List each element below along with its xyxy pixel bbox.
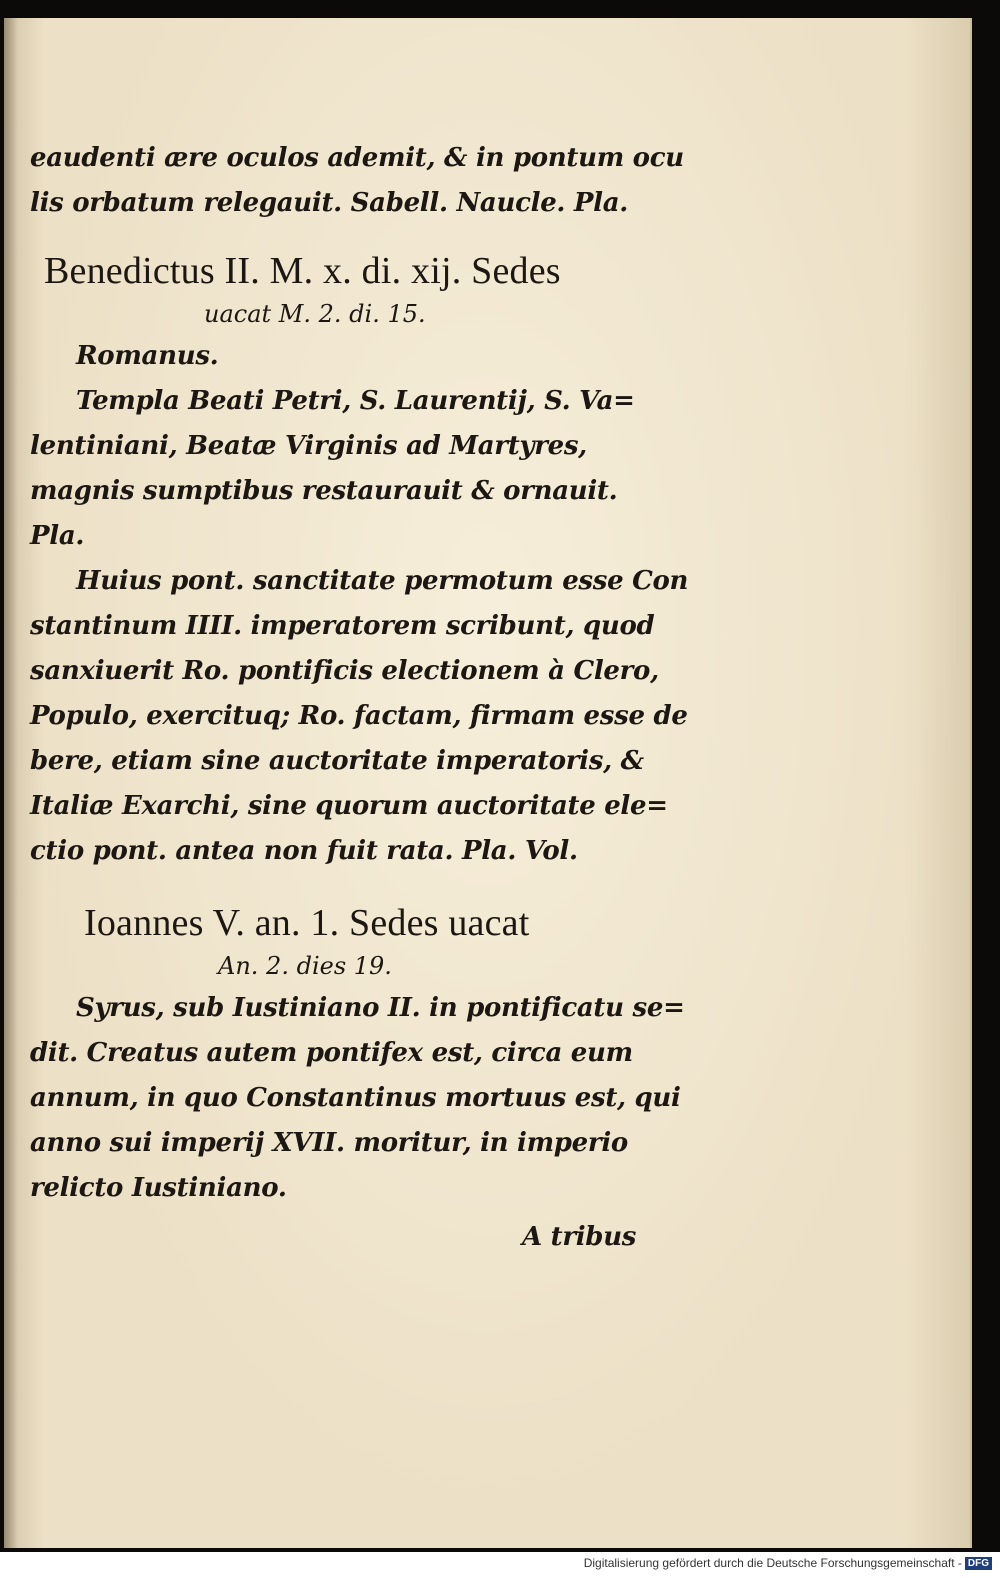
text-line: Syrus, sub Iustiniano II. in pontificatu se=	[76, 993, 685, 1023]
text-line: anno sui imperij XVII. moritur, in imperio	[30, 1128, 628, 1158]
text-line: magnis sumptibus restaurauit & ornauit.	[30, 476, 618, 506]
gutter-shadow	[4, 18, 18, 1548]
text-line: relicto Iustiniano.	[30, 1173, 287, 1203]
text-line: Templa Beati Petri, S. Laurentij, S. Va=	[76, 386, 635, 416]
digitization-footer	[0, 1552, 1000, 1578]
text-line: bere, etiam sine auctoritate imperatoris, &	[30, 746, 644, 776]
text-line: eaudenti ære oculos ademit, & in pontum ocu	[30, 143, 684, 173]
text-line: ctio pont. antea non fuit rata. Pla. Vol.	[30, 836, 578, 866]
book-page	[4, 18, 972, 1548]
text-line: Romanus.	[76, 341, 219, 371]
text-line: annum, in quo Constantinus mortuus est, qui	[30, 1083, 681, 1113]
entry-subheading: uacat M. 2. di. 15.	[204, 300, 426, 328]
entry-subheading: An. 2. dies 19.	[218, 952, 392, 980]
text-line: dit. Creatus autem pontifex est, circa eum	[30, 1038, 633, 1068]
entry-heading-ioannes: Ioannes V. an. 1. Sedes uacat	[84, 902, 530, 944]
text-line: stantinum IIII. imperatorem scribunt, quod	[30, 611, 655, 641]
text-line: Huius pont. sanctitate permotum esse Con	[76, 566, 689, 596]
text-line: sanxiuerit Ro. pontificis electionem à Clero,	[30, 656, 659, 686]
entry-heading-benedictus: Benedictus II. M. x. di. xij. Sedes	[44, 250, 561, 292]
text-line: Populo, exercituq; Ro. factam, firmam esse de	[30, 701, 688, 731]
page-text	[30, 136, 689, 1260]
text-line: lentiniani, Beatæ Virginis ad Martyres,	[30, 431, 587, 461]
text-line: Pla.	[30, 521, 85, 551]
footer-credit-text: Digitalisierung gefördert durch die Deutsche Forschungsgemeinschaft -	[583, 1556, 962, 1570]
dfg-logo: DFG	[965, 1557, 992, 1570]
text-line: lis orbatum relegauit. Sabell. Naucle. Pla.	[30, 188, 629, 218]
catchword: A tribus	[522, 1222, 637, 1252]
footer-credit	[584, 1556, 992, 1570]
text-line: Italiæ Exarchi, sine quorum auctoritate ele=	[30, 791, 668, 821]
